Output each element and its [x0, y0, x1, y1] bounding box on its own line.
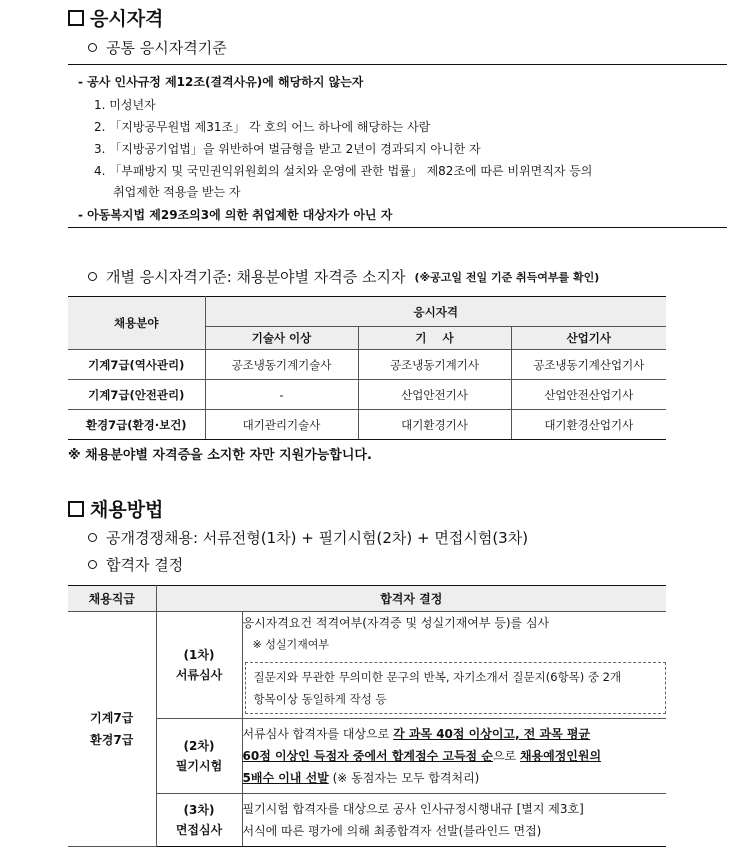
cert-cell: -	[205, 380, 358, 410]
header-col: 산업기사	[511, 327, 666, 350]
subheading-decision	[88, 554, 183, 575]
stage-name: 면접심사	[175, 823, 223, 837]
criteria-line: - 아동복지법 제29조의3에 의한 취업제한 대상자가 아닌 자	[78, 208, 393, 222]
table-row	[68, 350, 666, 380]
field-cell: 기계7급(역사관리)	[68, 350, 205, 380]
subheading-text: 공개경쟁채용: 서류전형(1차) + 필기시험(2차) + 면접시험(3차)	[106, 529, 529, 547]
job-line: 환경7급	[90, 733, 134, 747]
cert-cell: 대기환경기사	[358, 410, 511, 440]
stage-name: 서류심사	[175, 668, 223, 682]
stage-desc	[242, 719, 666, 794]
stage-name: 필기시험	[175, 759, 223, 773]
section-title-text: 채용방법	[90, 499, 164, 521]
desc-line: 필기시험 합격자를 대상으로 공사 인사규정시행내규 [별지 제3호]	[242, 802, 584, 816]
cert-cell: 공조냉동기계기사	[358, 350, 511, 380]
criteria-item: 3. 「지방공기업법」을 위반하여 벌금형을 받고 2년이 경과되지 아니한 자	[94, 142, 481, 156]
criteria-item: 2. 「지방공무원법 제31조」 각 호의 어느 하나에 해당하는 사람	[94, 120, 431, 134]
stage-num: (2차)	[183, 739, 215, 753]
circle-bullet-icon	[88, 533, 97, 542]
circle-bullet-icon	[88, 272, 97, 281]
section-title-method	[68, 495, 163, 522]
note-box	[245, 662, 667, 714]
header-job: 채용직급	[68, 586, 156, 612]
subheading-note: (※공고일 전일 기준 취득여부를 확인)	[414, 270, 600, 284]
desc-emphasis: 채용예정인원의	[519, 749, 602, 763]
header-col: 기 사	[358, 327, 511, 350]
job-line: 기계7급	[90, 711, 134, 725]
header-field: 채용분야	[68, 297, 205, 350]
stage-num: (1차)	[183, 648, 215, 662]
desc-text: (※ 동점자는 모두 합격처리)	[328, 771, 480, 785]
subheading-text: 공통 응시자격기준	[106, 39, 227, 57]
desc-line: 응시자격요건 적격여부(자격증 및 성실기재여부 등)를 심사	[242, 616, 550, 630]
table-row	[68, 794, 666, 847]
subheading-recruitment	[88, 527, 528, 548]
criteria-line: - 공사 인사규정 제12조(결격사유)에 해당하지 않는자	[78, 75, 364, 89]
cert-cell: 대기환경산업기사	[511, 410, 666, 440]
checkbox-square-icon	[68, 10, 84, 26]
header-qualification: 응시자격	[205, 297, 666, 327]
checkbox-square-icon	[68, 501, 84, 517]
section-title-qualification	[68, 4, 163, 31]
stage-cell	[156, 719, 242, 794]
desc-text: 서류심사 합격자를 대상으로	[242, 727, 394, 741]
criteria-item: 4. 「부패방지 및 국민권익위원회의 설치와 운영에 관한 법률」 제82조에 따른 비위면직자 등의	[94, 164, 593, 178]
desc-note: ※ 성실기재여부	[252, 638, 329, 651]
field-cell: 환경7급(환경·보건)	[68, 410, 205, 440]
cert-cell: 공조냉동기계산업기사	[511, 350, 666, 380]
desc-emphasis: 각 과목 40점 이상이고, 전 과목 평균	[393, 727, 591, 741]
desc-line: 서식에 따른 평가에 의해 최종합격자 선발(블라인드 면접)	[242, 824, 542, 838]
subheading-text: 합격자 결정	[106, 556, 184, 574]
header-decision: 합격자 결정	[156, 586, 666, 612]
circle-bullet-icon	[88, 43, 97, 52]
criteria-item: 취업제한 적용을 받는 자	[94, 185, 241, 199]
table-row	[68, 719, 666, 794]
subheading-individual	[88, 266, 599, 287]
note-line: 질문지와 무관한 무의미한 문구의 반복, 자기소개서 질문지(6항목) 중 2개	[253, 670, 622, 684]
field-cell: 기계7급(안전관리)	[68, 380, 205, 410]
stage-cell	[156, 794, 242, 847]
footnote: ※ 채용분야별 자격증을 소지한 자만 지원가능합니다.	[68, 448, 372, 463]
stage-desc	[242, 794, 666, 847]
stage-num: (3차)	[183, 803, 215, 817]
cert-cell: 산업안전기사	[358, 380, 511, 410]
desc-emphasis: 5배수 이내 선발	[242, 771, 329, 785]
stage-cell	[156, 612, 242, 719]
job-cell	[68, 612, 156, 847]
desc-emphasis: 60점 이상인 득점자 중에서 합계점수 고득점 순	[242, 749, 493, 763]
table-row	[68, 380, 666, 410]
header-col: 기술사 이상	[205, 327, 358, 350]
table-row	[68, 410, 666, 440]
decision-table	[68, 585, 666, 847]
circle-bullet-icon	[88, 560, 97, 569]
common-criteria-box	[68, 64, 727, 228]
stage-desc	[242, 612, 666, 719]
cert-cell: 대기관리기술사	[205, 410, 358, 440]
section-title-text: 응시자격	[90, 8, 164, 30]
subheading-text: 개별 응시자격기준: 채용분야별 자격증 소지자	[106, 268, 406, 286]
note-line: 항목이상 동일하게 작성 등	[253, 692, 387, 706]
desc-text: 으로	[492, 749, 520, 763]
cert-cell: 산업안전산업기사	[511, 380, 666, 410]
cert-cell: 공조냉동기계기술사	[205, 350, 358, 380]
subheading-common	[88, 37, 227, 58]
criteria-item: 1. 미성년자	[94, 98, 156, 112]
table-row	[68, 612, 666, 719]
qualification-table	[68, 296, 666, 440]
